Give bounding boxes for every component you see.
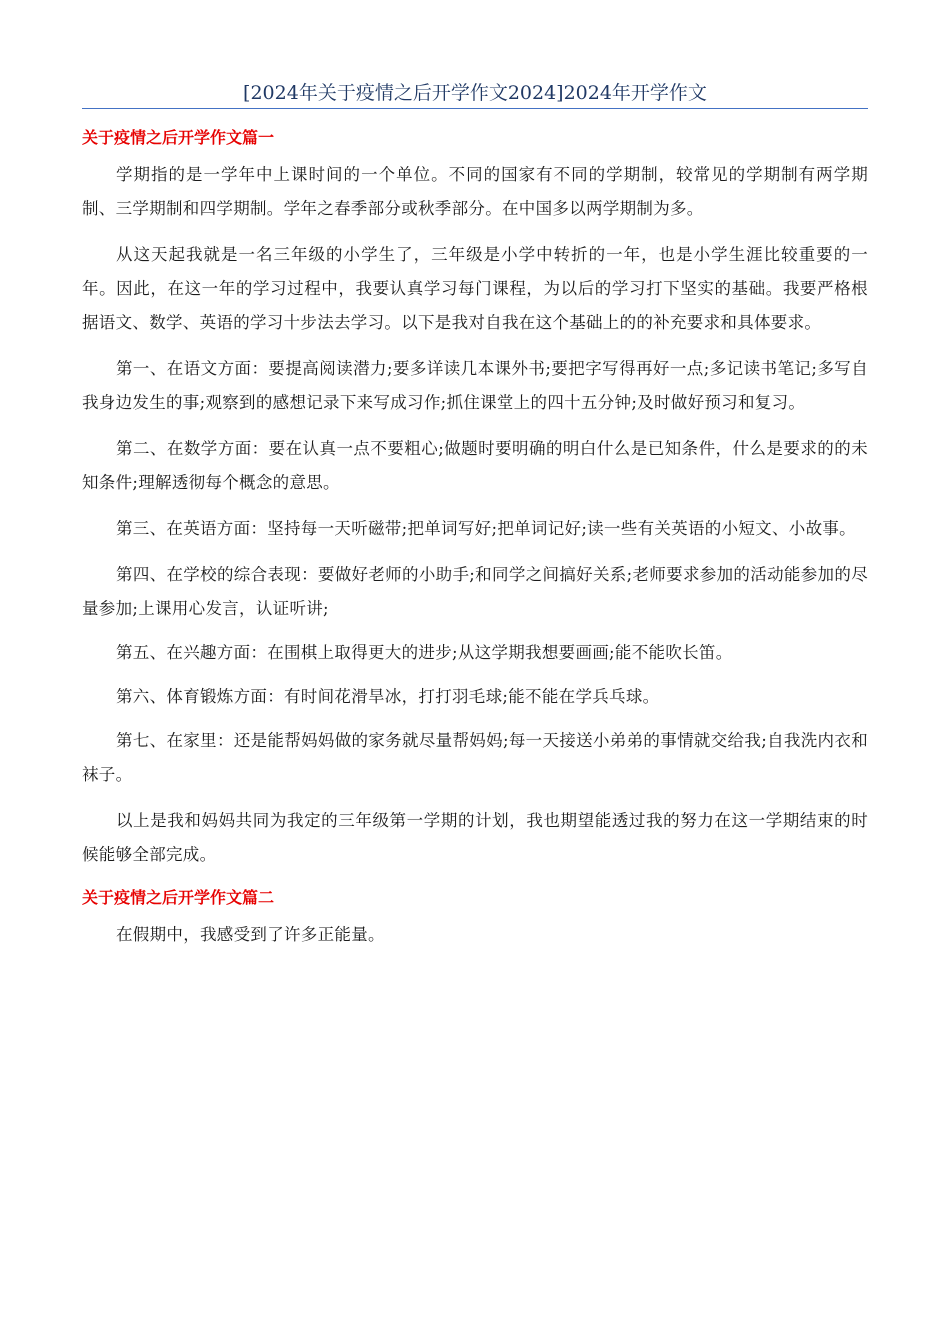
paragraph: 第三、在英语方面：坚持每一天听磁带;把单词写好;把单词记好;读一些有关英语的小短文、小故事。	[116, 519, 856, 538]
paragraph: 第七、在家里：还是能帮妈妈做的家务就尽量帮妈妈;每一天接送小弟弟的事情就交给我;自我洗内衣和袜子。	[82, 731, 868, 784]
paragraph: 以上是我和妈妈共同为我定的三年级第一学期的计划，我也期望能透过我的努力在这一学期结束的时候能够全部完成。	[82, 811, 868, 864]
paragraph: 从这天起我就是一名三年级的小学生了，三年级是小学中转折的一年，也是小学生涯比较重要的一年。因此，在这一年的学习过程中，我要认真学习每门课程，为以后的学习打下坚实的基础。我要严格根据语文、数学、英语的学习十步法去学习。以下是我对自我在这个基础上的的补充要求和具体要求。	[82, 245, 868, 332]
section-heading: 关于疫情之后开学作文篇一	[82, 128, 275, 147]
paragraph: 第五、在兴趣方面：在围棋上取得更大的进步;从这学期我想要画画;能不能吹长笛。	[116, 643, 733, 662]
section-heading: 关于疫情之后开学作文篇二	[82, 888, 275, 907]
paragraph: 在假期中，我感受到了许多正能量。	[116, 925, 385, 944]
paragraph: 学期指的是一学年中上课时间的一个单位。不同的国家有不同的学期制，较常见的学期制有两学期制、三学期制和四学期制。学年之春季部分或秋季部分。在中国多以两学期制为多。	[82, 165, 868, 218]
paragraph: 第二、在数学方面：要在认真一点不要粗心;做题时要明确的明白什么是已知条件，什么是要求的的未知条件;理解透彻每个概念的意思。	[82, 439, 868, 492]
paragraph: 第一、在语文方面：要提高阅读潜力;要多详读几本课外书;要把字写得再好一点;多记读书笔记;多写自我身边发生的事;观察到的感想记录下来写成习作;抓住课堂上的四十五分钟;及时做好预习和复习。	[82, 359, 868, 412]
paragraph: 第四、在学校的综合表现：要做好老师的小助手;和同学之间搞好关系;老师要求参加的活动能参加的尽量参加;上课用心发言，认证听讲;	[82, 565, 868, 618]
document-body	[82, 124, 868, 952]
page-header-title: [2024年关于疫情之后开学作文2024]2024年开学作文	[243, 82, 707, 104]
header-divider	[82, 108, 868, 109]
paragraph: 第六、体育锻炼方面：有时间花滑旱冰，打打羽毛球;能不能在学兵乓球。	[116, 687, 660, 706]
